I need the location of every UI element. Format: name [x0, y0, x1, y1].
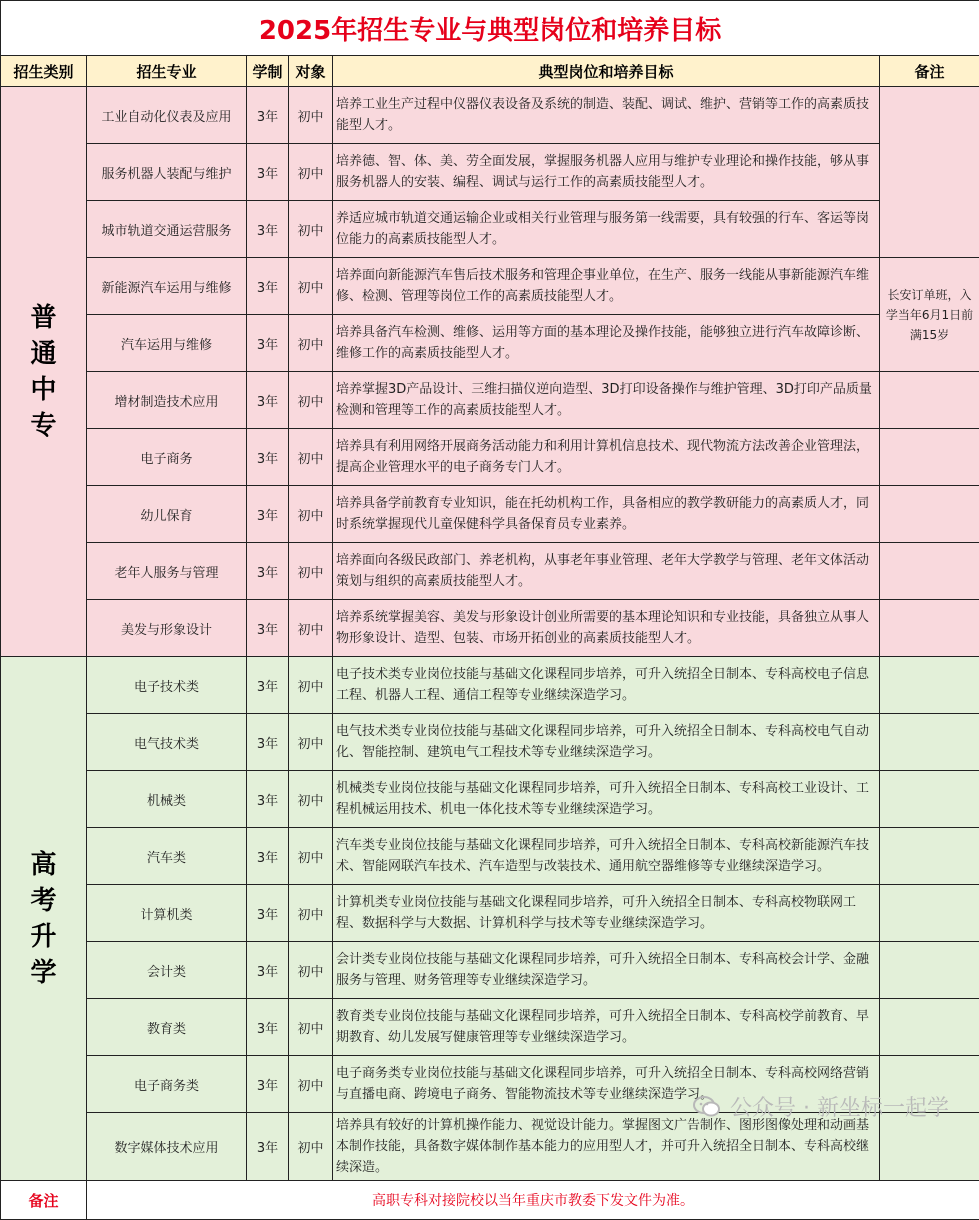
watermark-text: 公众号 · 新坐标一起学 [730, 1091, 949, 1122]
duration-cell: 3年 [247, 201, 289, 258]
duration-cell: 3年 [247, 828, 289, 885]
header-goal: 典型岗位和培养目标 [333, 56, 880, 87]
table-row [1, 999, 979, 1056]
major-cell: 数字媒体技术应用 [87, 1113, 247, 1181]
table-row [1, 429, 979, 486]
major-cell: 新能源汽车运用与维修 [87, 258, 247, 315]
duration-cell: 3年 [247, 1113, 289, 1181]
table-row [1, 714, 979, 771]
category-char: 考 [1, 883, 86, 919]
remark-cell [880, 486, 979, 543]
remark-cell [880, 657, 979, 714]
duration-cell: 3年 [247, 372, 289, 429]
duration-cell: 3年 [247, 87, 289, 144]
table-row [1, 771, 979, 828]
target-cell: 初中 [289, 942, 333, 999]
target-cell: 初中 [289, 999, 333, 1056]
category-char: 升 [1, 919, 86, 955]
table-body [1, 87, 979, 1181]
duration-cell: 3年 [247, 771, 289, 828]
category-char: 高 [1, 847, 86, 883]
target-cell: 初中 [289, 885, 333, 942]
duration-cell: 3年 [247, 315, 289, 372]
target-cell: 初中 [289, 315, 333, 372]
duration-cell: 3年 [247, 258, 289, 315]
duration-cell: 3年 [247, 999, 289, 1056]
goal-cell: 培养掌握3D产品设计、三维扫描仪逆向造型、3D打印设备操作与维护管理、3D打印产品质量检测和管理等工作的高素质技能型人才。 [333, 372, 880, 429]
goal-cell: 培养面向各级民政部门、养老机构，从事老年事业管理、老年大学教学与管理、老年文体活动策划与组织的高素质技能型人才。 [333, 543, 880, 600]
goal-cell: 培养工业生产过程中仪器仪表设备及系统的制造、装配、调试、维护、营销等工作的高素质技能型人才。 [333, 87, 880, 144]
goal-cell: 培养具备汽车检测、维修、运用等方面的基本理论及操作技能，能够独立进行汽车故障诊断、维修工作的高素质技能型人才。 [333, 315, 880, 372]
goal-cell: 电气技术类专业岗位技能与基础文化课程同步培养，可升入统招全日制本、专科高校电气自动化、智能控制、建筑电气工程技术等专业继续深造学习。 [333, 714, 880, 771]
category-cell [1, 657, 87, 1181]
target-cell: 初中 [289, 714, 333, 771]
duration-cell: 3年 [247, 543, 289, 600]
category-char: 专 [1, 408, 86, 444]
remark-cell [880, 828, 979, 885]
category-cell [1, 87, 87, 657]
target-cell: 初中 [289, 372, 333, 429]
goal-cell: 培养系统掌握美容、美发与形象设计创业所需要的基本理论知识和专业技能，具备独立从事人物形象设计、造型、包装、市场开拓创业的高素质技能型人才。 [333, 600, 880, 657]
major-cell: 电子商务 [87, 429, 247, 486]
major-cell: 美发与形象设计 [87, 600, 247, 657]
goal-cell: 培养具有较好的计算机操作能力、视觉设计能力。掌握图文广告制作、图形图像处理和动画基本制作技能，具备数字媒体制作基本能力的应用型人才，并可升入统招全日制本、专科高校继续深造。 [333, 1113, 880, 1181]
page-title: 2025年招生专业与典型岗位和培养目标 [1, 1, 979, 56]
table-row [1, 1113, 979, 1181]
major-cell: 工业自动化仪表及应用 [87, 87, 247, 144]
major-cell: 城市轨道交通运营服务 [87, 201, 247, 258]
goal-cell: 计算机类专业岗位技能与基础文化课程同步培养，可升入统招全日制本、专科高校物联网工程、数据科学与大数据、计算机科学与技术等专业继续深造学习。 [333, 885, 880, 942]
header-major: 招生专业 [87, 56, 247, 87]
major-cell: 汽车类 [87, 828, 247, 885]
duration-cell: 3年 [247, 429, 289, 486]
remark-cell [880, 942, 979, 999]
table-row [1, 144, 979, 201]
footer-label: 备注 [1, 1181, 87, 1220]
major-cell: 电子商务类 [87, 1056, 247, 1113]
table-row [1, 828, 979, 885]
goal-cell: 培养德、智、体、美、劳全面发展，掌握服务机器人应用与维护专业理论和操作技能，够从事服务机器人的安装、编程、调试与运行工作的高素质技能型人才。 [333, 144, 880, 201]
header-target: 对象 [289, 56, 333, 87]
table-row [1, 885, 979, 942]
major-cell: 电气技术类 [87, 714, 247, 771]
remark-cell [880, 714, 979, 771]
header-row [1, 56, 979, 87]
target-cell: 初中 [289, 1056, 333, 1113]
header-duration: 学制 [247, 56, 289, 87]
table-row [1, 1056, 979, 1113]
table-row [1, 942, 979, 999]
duration-cell: 3年 [247, 714, 289, 771]
table-row [1, 657, 979, 714]
category-char: 学 [1, 955, 86, 991]
duration-cell: 3年 [247, 600, 289, 657]
target-cell: 初中 [289, 486, 333, 543]
target-cell: 初中 [289, 258, 333, 315]
remark-cell [880, 372, 979, 429]
header-remark: 备注 [880, 56, 979, 87]
goal-cell: 会计类专业岗位技能与基础文化课程同步培养，可升入统招全日制本、专科高校会计学、金融服务与管理、财务管理等专业继续深造学习。 [333, 942, 880, 999]
duration-cell: 3年 [247, 486, 289, 543]
goal-cell: 电子技术类专业岗位技能与基础文化课程同步培养，可升入统招全日制本、专科高校电子信息工程、机器人工程、通信工程等专业继续深造学习。 [333, 657, 880, 714]
goal-cell: 教育类专业岗位技能与基础文化课程同步培养，可升入统招全日制本、专科高校学前教育、早期教育、幼儿发展写健康管理等专业继续深造学习。 [333, 999, 880, 1056]
major-cell: 增材制造技术应用 [87, 372, 247, 429]
table-row [1, 486, 979, 543]
category-char: 通 [1, 336, 86, 372]
goal-cell: 电子商务类专业岗位技能与基础文化课程同步培养，可升入统招全日制本、专科高校网络营销与直播电商、跨境电子商务、智能物流技术等专业继续深造学习。 [333, 1056, 880, 1113]
duration-cell: 3年 [247, 657, 289, 714]
major-cell: 幼儿保育 [87, 486, 247, 543]
major-cell: 服务机器人装配与维护 [87, 144, 247, 201]
table-row [1, 372, 979, 429]
category-char: 普 [1, 300, 86, 336]
remark-cell [880, 429, 979, 486]
target-cell: 初中 [289, 657, 333, 714]
remark-cell [880, 1056, 979, 1113]
target-cell: 初中 [289, 600, 333, 657]
duration-cell: 3年 [247, 144, 289, 201]
remark-cell [880, 87, 979, 258]
major-cell: 机械类 [87, 771, 247, 828]
target-cell: 初中 [289, 201, 333, 258]
target-cell: 初中 [289, 87, 333, 144]
table-row [1, 315, 979, 372]
major-cell: 汽车运用与维修 [87, 315, 247, 372]
table-row [1, 201, 979, 258]
goal-cell: 机械类专业岗位技能与基础文化课程同步培养，可升入统招全日制本、专科高校工业设计、工程机械运用技术、机电一体化技术等专业继续深造学习。 [333, 771, 880, 828]
remark-cell [880, 999, 979, 1056]
remark-cell [880, 543, 979, 600]
duration-cell: 3年 [247, 885, 289, 942]
table-row [1, 600, 979, 657]
category-char: 中 [1, 372, 86, 408]
target-cell: 初中 [289, 144, 333, 201]
table-row [1, 543, 979, 600]
major-cell: 老年人服务与管理 [87, 543, 247, 600]
target-cell: 初中 [289, 543, 333, 600]
major-cell: 计算机类 [87, 885, 247, 942]
remark-cell [880, 771, 979, 828]
major-cell: 教育类 [87, 999, 247, 1056]
remark-cell [880, 1113, 979, 1181]
remark-cell [880, 600, 979, 657]
table-row [1, 87, 979, 144]
table-row [1, 258, 979, 315]
duration-cell: 3年 [247, 942, 289, 999]
target-cell: 初中 [289, 771, 333, 828]
remark-cell [880, 885, 979, 942]
duration-cell: 3年 [247, 1056, 289, 1113]
footer-row [1, 1181, 979, 1220]
goal-cell: 培养具备学前教育专业知识，能在托幼机构工作，具备相应的教学教研能力的高素质人才，同时系统掌握现代儿童保健科学具备保育员专业素养。 [333, 486, 880, 543]
remark-note: 长安订单班，入学当年6月1日前满15岁 [880, 258, 979, 372]
header-category: 招生类别 [1, 56, 87, 87]
target-cell: 初中 [289, 828, 333, 885]
goal-cell: 培养具有利用网络开展商务活动能力和利用计算机信息技术、现代物流方法改善企业管理法，提高企业管理水平的电子商务专门人才。 [333, 429, 880, 486]
target-cell: 初中 [289, 429, 333, 486]
target-cell: 初中 [289, 1113, 333, 1181]
major-cell: 电子技术类 [87, 657, 247, 714]
goal-cell: 培养面向新能源汽车售后技术服务和管理企事业单位，在生产、服务一线能从事新能源汽车维修、检测、管理等岗位工作的高素质技能型人才。 [333, 258, 880, 315]
major-cell: 会计类 [87, 942, 247, 999]
goal-cell: 汽车类专业岗位技能与基础文化课程同步培养，可升入统招全日制本、专科高校新能源汽车技术、智能网联汽车技术、汽车造型与改装技术、通用航空器维修等专业继续深造学习。 [333, 828, 880, 885]
footer-text: 高职专科对接院校以当年重庆市教委下发文件为准。 [87, 1181, 979, 1220]
goal-cell: 养适应城市轨道交通运输企业或相关行业管理与服务第一线需要，具有较强的行车、客运等岗位能力的高素质技能型人才。 [333, 201, 880, 258]
